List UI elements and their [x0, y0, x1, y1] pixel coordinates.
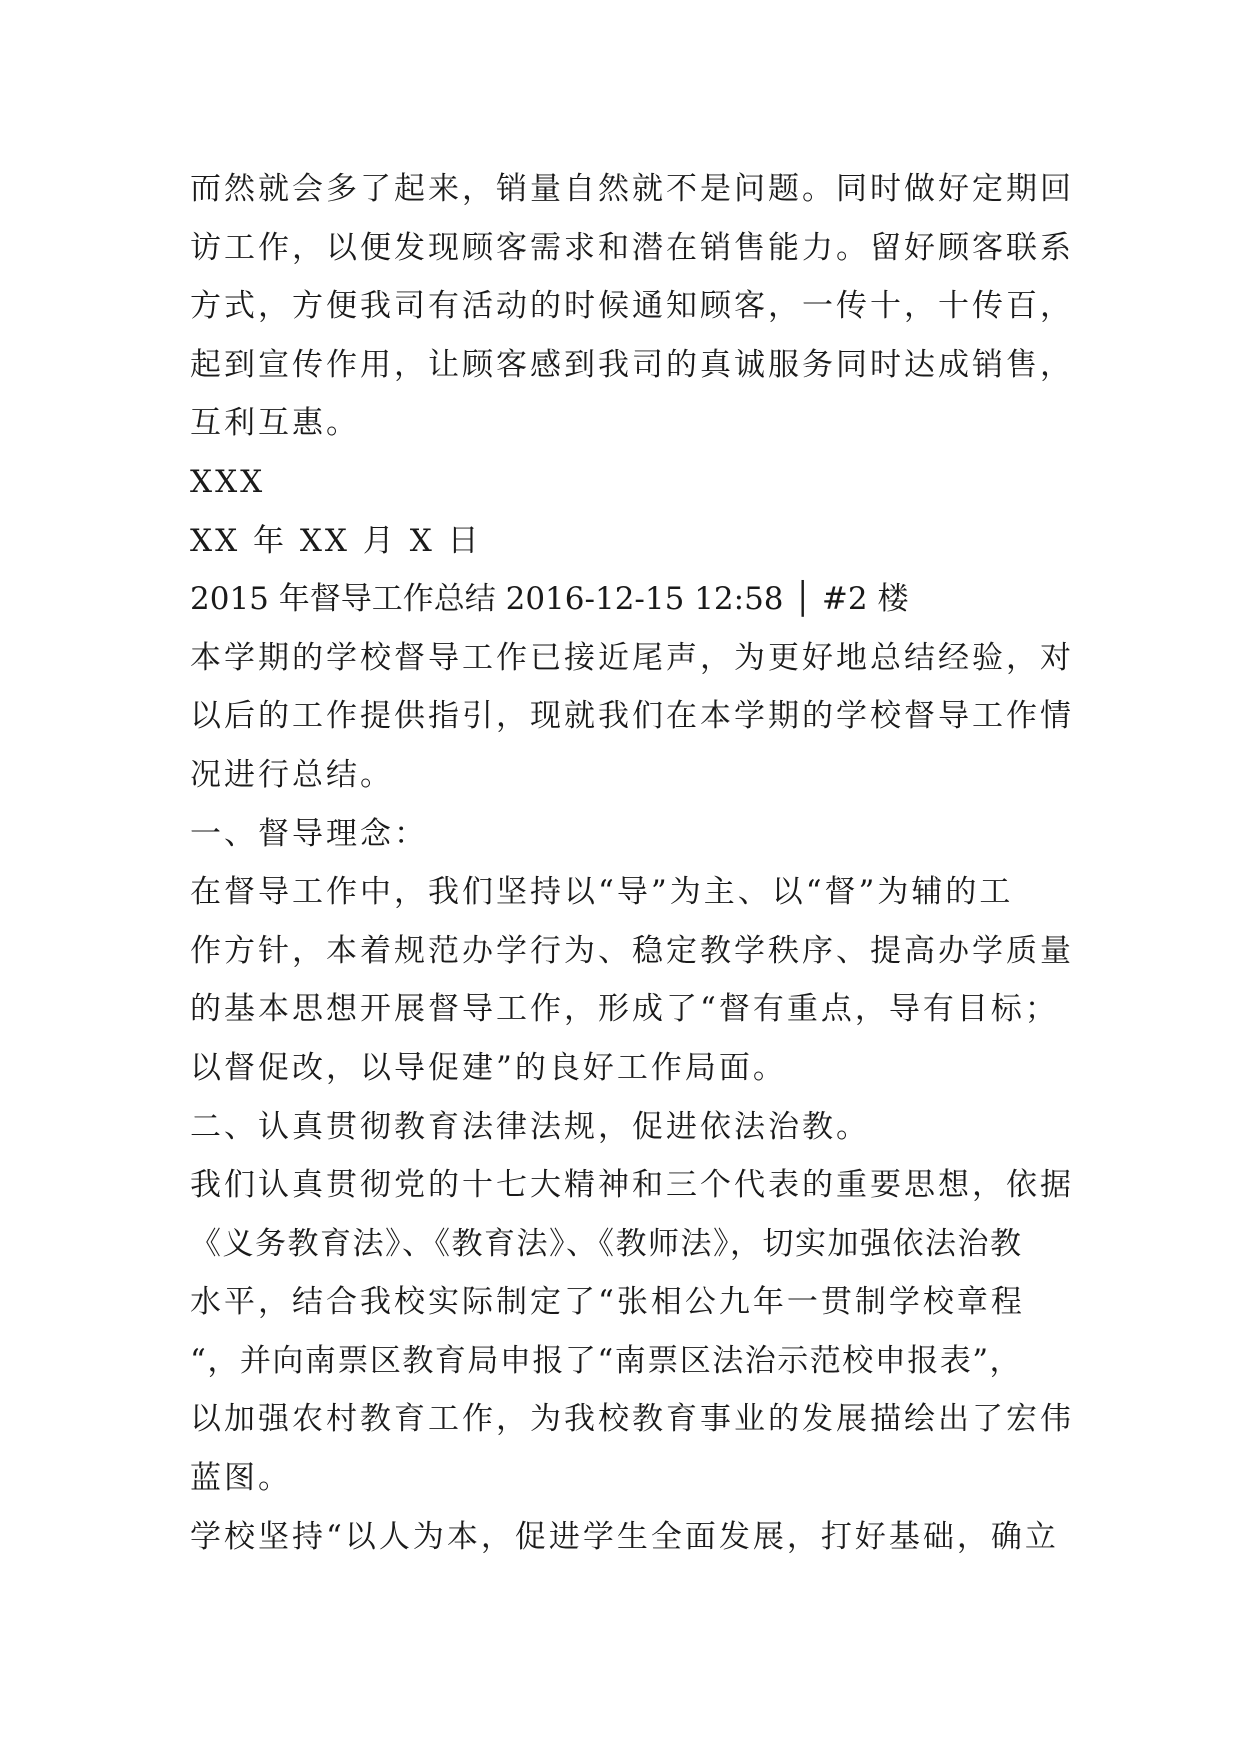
text-line: 本学期的学校督导工作已接近尾声，为更好地总结经验，对 [190, 639, 1074, 676]
text-line: “，并向南票区教育局申报了“南票区法治示范校申报表”， [190, 1342, 1023, 1379]
text-line: 我们认真贯彻党的十七大精神和三个代表的重要思想，依据 [190, 1167, 1074, 1204]
text-line: 以督促改，以导促建”的良好工作局面。 [190, 1049, 787, 1086]
author-signature: XXX [190, 463, 266, 500]
text-line: 互利互惠。 [190, 405, 360, 442]
text-line: 作方针，本着规范办学行为、稳定教学秩序、提高办学质量 [190, 932, 1074, 969]
section-heading: 二、认真贯彻教育法律法规，促进依法治教。 [190, 1108, 870, 1145]
text-line: 水平，结合我校实际制定了“张相公九年一贯制学校章程 [190, 1284, 1025, 1321]
text-line: 方式，方便我司有活动的时候通知顾客，一传十，十传百， [190, 288, 1074, 325]
text-line: 在督导工作中，我们坚持以“导”为主、以“督”为辅的工 [190, 874, 1014, 911]
text-line: 而然就会多了起来，销量自然就不是问题。同时做好定期回 [190, 171, 1074, 207]
text-line: 起到宣传作用，让顾客感到我司的真诚服务同时达成销售， [190, 346, 1074, 383]
text-line: 以后的工作提供指引，现就我们在本学期的学校督导工作情 [190, 698, 1074, 735]
document-body [190, 160, 1074, 1566]
text-line: 蓝图。 [190, 1460, 292, 1497]
text-line: 《义务教育法》、《教育法》、《教师法》，切实加强依法治教 [190, 1225, 1023, 1262]
text-line: 访工作，以便发现顾客需求和潜在销售能力。留好顾客联系 [190, 229, 1074, 266]
text-line: 以加强农村教育工作，为我校教育事业的发展描绘出了宏伟 [190, 1401, 1074, 1438]
text-line: 的基本思想开展督导工作，形成了“督有重点，导有目标； [190, 991, 1059, 1028]
text-line: 学校坚持“以人为本，促进学生全面发展，打好基础，确立 [190, 1518, 1059, 1555]
text-line: 况进行总结。 [190, 756, 394, 793]
post-title-line: 2015 年督导工作总结 2016-12-15 12:58 │ #2 楼 [190, 581, 909, 618]
section-heading: 一、督导理念： [190, 815, 428, 852]
date-line: XX 年 XX 月 X 日 [190, 522, 482, 559]
